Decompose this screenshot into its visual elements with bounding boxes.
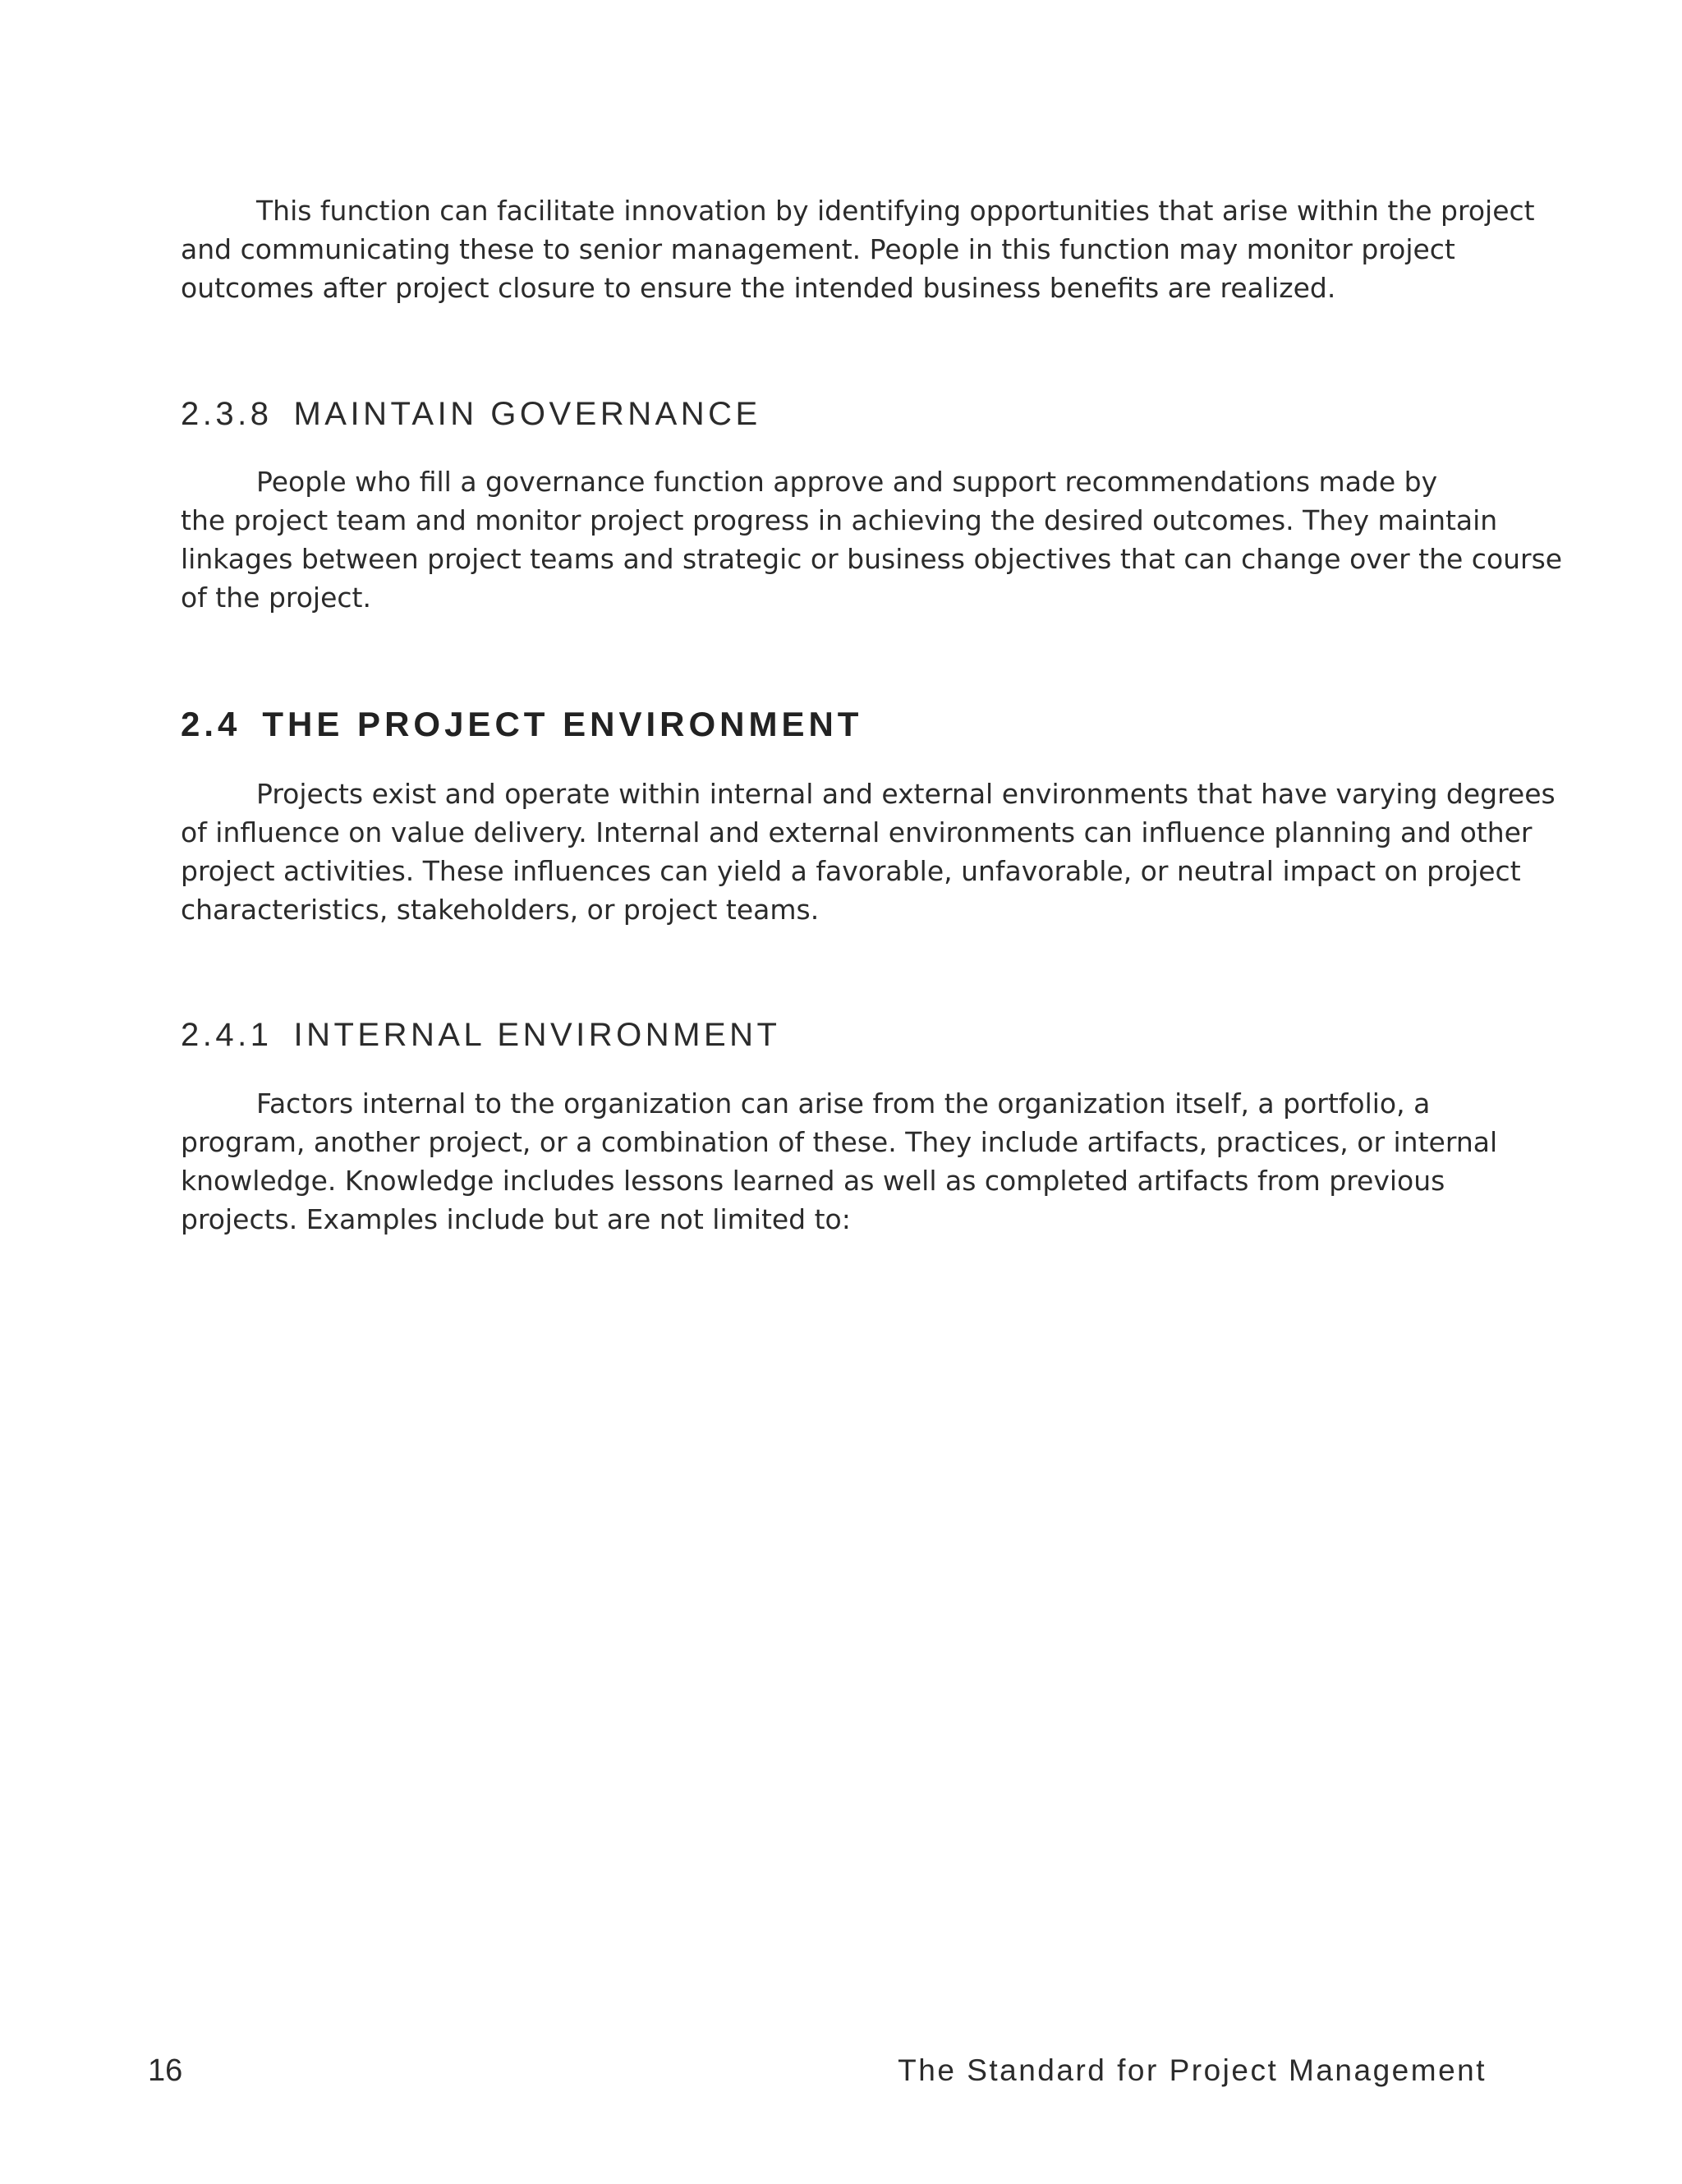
paragraph-line: This function can facilitate innovation by identifying opportunities that arise within the project [256,195,1535,227]
paragraph-line: project activities. These influences can yield a favorable, unfavorable, or neutral impact on project [181,855,1521,887]
section-title: INTERNAL ENVIRONMENT [293,1017,781,1053]
running-footer-title: The Standard for Project Management [898,2053,1487,2087]
paragraph-governance [181,462,1563,617]
paragraph-innovation [181,191,1535,307]
section-heading-2-4 [181,705,862,744]
paragraph-line: People who fill a governance function approve and support recommendations made by [256,466,1438,498]
paragraph-line: program, another project, or a combination of these. They include artifacts, practices, or internal [181,1126,1498,1158]
section-number: 2.4 [181,705,241,743]
page-number: 16 [148,2053,183,2088]
section-number: 2.4.1 [181,1017,273,1053]
paragraph-line: the project team and monitor project progress in achieving the desired outcomes. They maintain [181,504,1498,536]
paragraph-project-environment [181,775,1556,929]
paragraph-line: Factors internal to the organization can arise from the organization itself, a portfolio, a [256,1087,1431,1120]
section-title: THE PROJECT ENVIRONMENT [262,705,863,743]
paragraph-internal-environment [181,1084,1511,1239]
section-number: 2.3.8 [181,396,273,432]
section-heading-2-4-1 [181,1017,780,1054]
section-title: MAINTAIN GOVERNANCE [293,396,761,432]
paragraph-line: outcomes after project closure to ensure the intended business benefits are realized. [181,272,1336,304]
paragraph-line: of influence on value delivery. Internal and external environments can influence planning and other [181,816,1533,848]
paragraph-line: characteristics, stakeholders, or project teams. [181,894,820,926]
paragraph-line: of the project. [181,582,371,614]
section-heading-2-3-8 [181,396,761,433]
paragraph-line: knowledge. Knowledge includes lessons learned as well as completed artifacts from previous [181,1165,1445,1197]
paragraph-line: projects. Examples include but are not limited to: [181,1203,851,1235]
paragraph-line: linkages between project teams and strategic or business objectives that can change over the course [181,543,1563,575]
paragraph-line: and communicating these to senior management. People in this function may monitor project [181,233,1455,265]
paragraph-line: Projects exist and operate within internal and external environments that have varying degrees [256,778,1556,810]
